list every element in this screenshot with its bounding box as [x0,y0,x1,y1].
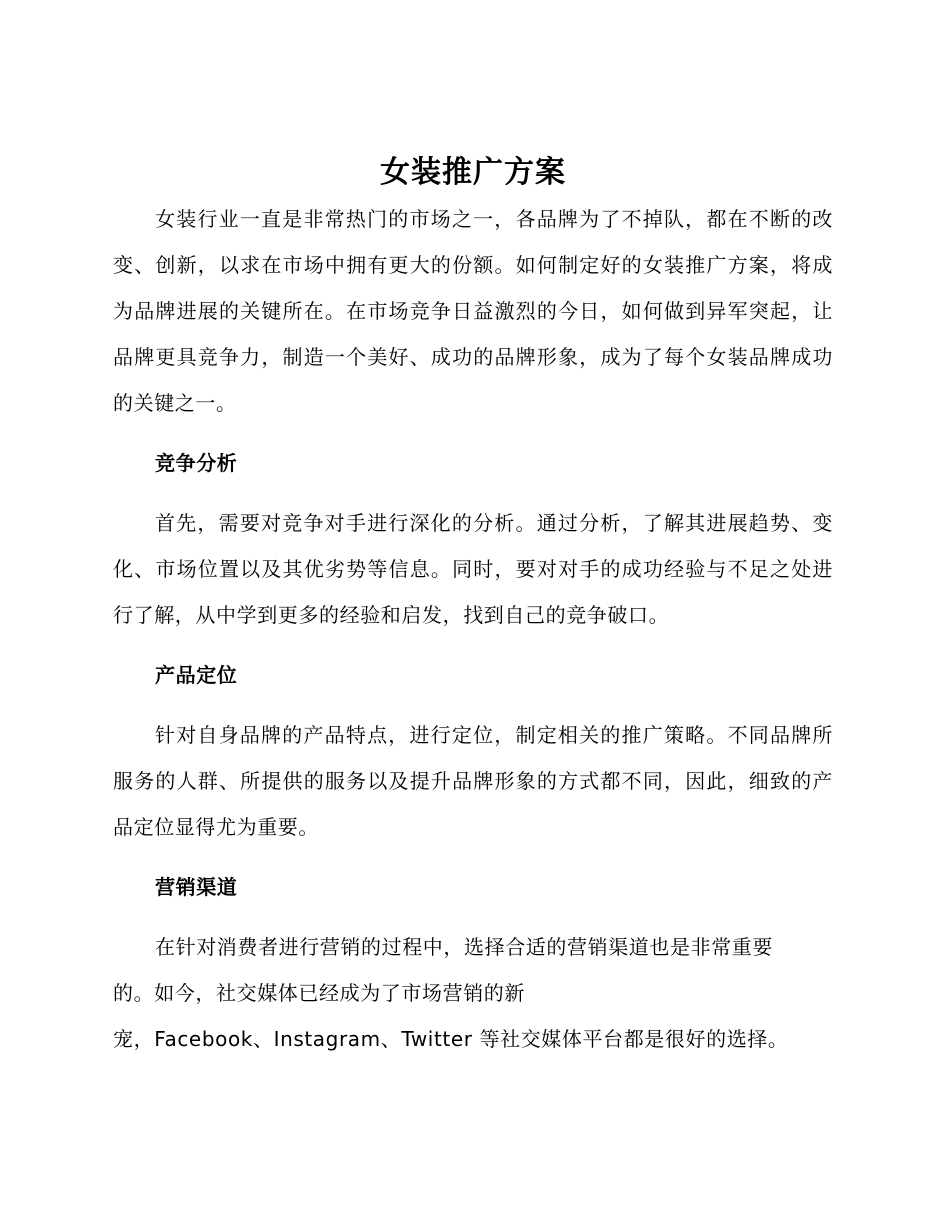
channels-line-3: 宠，Facebook、Instagram、Twitter 等社交媒体平台都是很好的选择。 [113,1027,789,1051]
section-heading-competition: 竞争分析 [155,451,238,475]
section-heading-channels: 营销渠道 [155,875,238,899]
channels-line-2: 的。如今，社交媒体已经成为了市场营销的新 [113,981,525,1005]
document-page [113,150,833,1062]
section-body-competition: 首先，需要对竞争对手进行深化的分析。通过分析，了解其进展趋势、变化、市场位置以及其优劣势等信息。同时，要对对手的成功经验与不足之处进行了解，从中学到更多的经验和启发，找到自己的竞争破口。 [113,511,833,627]
document-title: 女装推广方案 [380,155,566,190]
channels-line-1: 在针对消费者进行营销的过程中，选择合适的营销渠道也是非常重要 [155,935,773,959]
section-body-channels [113,924,833,1062]
section-heading-positioning: 产品定位 [155,663,238,687]
intro-paragraph: 女装行业一直是非常热门的市场之一，各品牌为了不掉队，都在不断的改变、创新，以求在市场中拥有更大的份额。如何制定好的女装推广方案，将成为品牌进展的关键所在。在市场竞争日益激烈的今日，如何做到异军突起，让品牌更具竞争力，制造一个美好、成功的品牌形象，成为了每个女装品牌成功的关键之一。 [113,207,833,415]
section-body-positioning: 针对自身品牌的产品特点，进行定位，制定相关的推广策略。不同品牌所服务的人群、所提供的服务以及提升品牌形象的方式都不同，因此，细致的产品定位显得尤为重要。 [113,723,833,839]
